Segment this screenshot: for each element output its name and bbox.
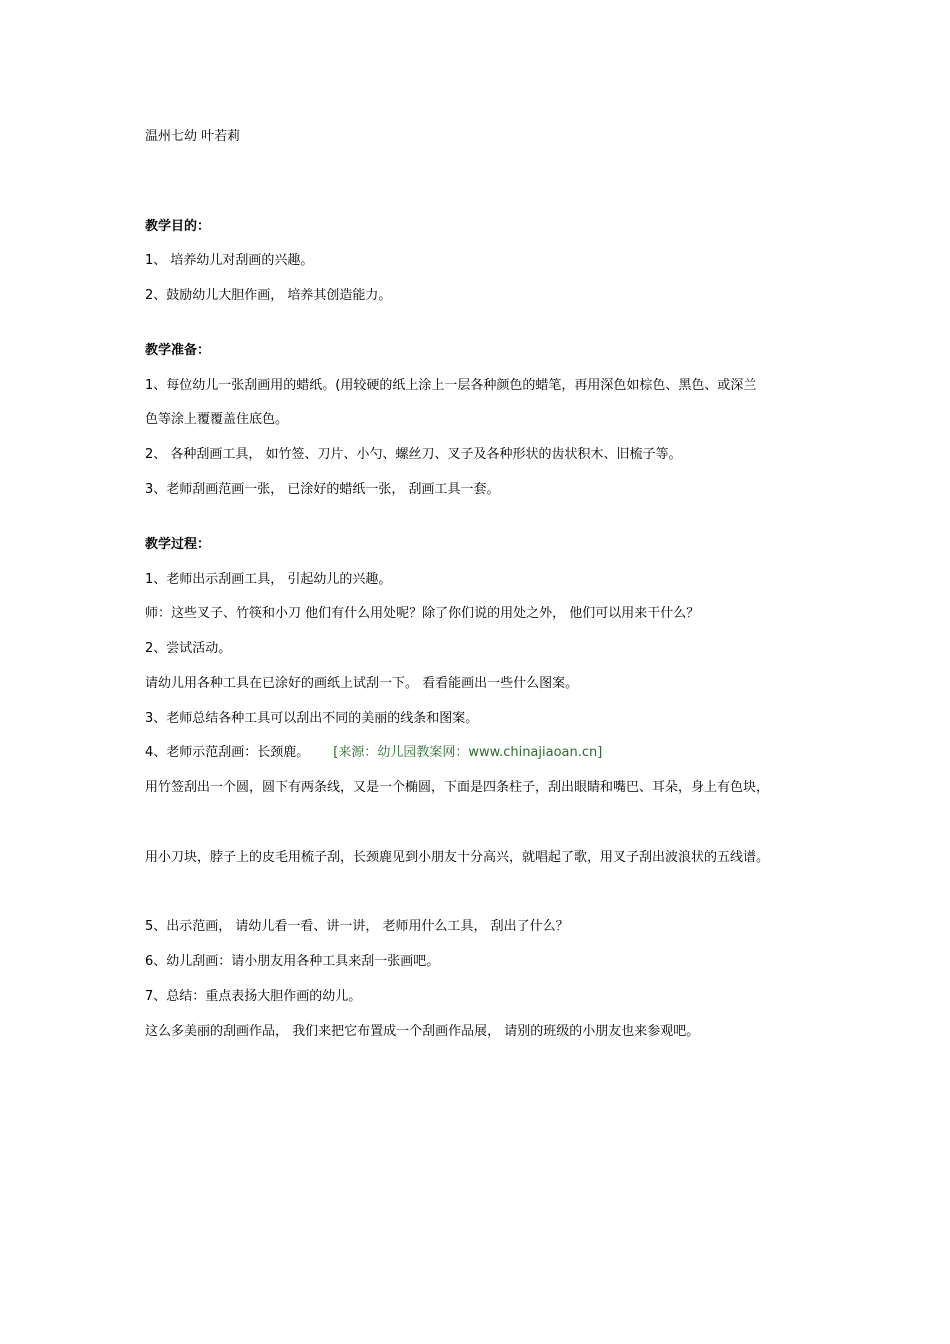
process-closing: 这么多美丽的刮画作品， 我们来把它布置成一个刮画作品展， 请别的班级的小朋友也来参观吧。 — [145, 1024, 700, 1039]
process-step-4-line — [145, 744, 602, 762]
process-step-1: 1、老师出示刮画工具， 引起幼儿的兴趣。 — [145, 572, 392, 587]
process-step-7: 7、总结：重点表扬大胆作画的幼儿。 — [145, 989, 362, 1004]
source-link[interactable]: [来源：幼儿园教案网：www.chinajiaoan.cn] — [333, 745, 603, 760]
objective-item: 1、 培养幼儿对刮画的兴趣。 — [145, 253, 314, 268]
objectives-heading: 教学目的： — [145, 219, 211, 234]
process-step-3: 3、老师总结各种工具可以刮出不同的美丽的线条和图案。 — [145, 711, 479, 726]
process-step-4-detail: 用小刀块，脖子上的皮毛用梳子刮，长颈鹿见到小朋友十分高兴，就唱起了歌，用叉子刮出波浪状的五线谱。 — [145, 850, 770, 865]
objective-item: 2、鼓励幼儿大胆作画， 培养其创造能力。 — [145, 288, 392, 303]
process-step-4-detail: 用竹签刮出一个圆，圆下有两条线，又是一个椭圆，下面是四条柱子，刮出眼睛和嘴巴、耳朵，身上有色块， — [145, 780, 770, 795]
preparation-heading: 教学准备： — [145, 343, 211, 358]
process-step-5: 5、出示范画， 请幼儿看一看、讲一讲， 老师用什么工具， 刮出了什么？ — [145, 919, 569, 934]
preparation-item: 2、 各种刮画工具， 如竹签、刀片、小勺、螺丝刀、叉子及各种形状的齿状积木、旧梳子等。 — [145, 447, 682, 462]
process-step-6: 6、幼儿刮画：请小朋友用各种工具来刮一张画吧。 — [145, 954, 440, 969]
process-heading: 教学过程： — [145, 537, 211, 552]
process-step-1-detail: 师：这些叉子、竹筷和小刀 他们有什么用处呢？除了你们说的用处之外， 他们可以用来干什么？ — [145, 606, 700, 621]
author-line: 温州七幼 叶若莉 — [145, 129, 241, 144]
preparation-item: 色等涂上覆覆盖住底色。 — [145, 412, 289, 427]
process-step-2: 2、尝试活动。 — [145, 641, 232, 656]
process-step-4: 4、老师示范刮画：长颈鹿。 — [145, 745, 310, 760]
preparation-item: 1、每位幼儿一张刮画用的蜡纸。(用较硬的纸上涂上一层各种颜色的蜡笔，再用深色如棕色、黑色、或深兰 — [145, 378, 757, 393]
process-step-2-detail: 请幼儿用各种工具在已涂好的画纸上试刮一下。 看看能画出一些什么图案。 — [145, 676, 579, 691]
preparation-item: 3、老师刮画范画一张， 已涂好的蜡纸一张， 刮画工具一套。 — [145, 482, 500, 497]
